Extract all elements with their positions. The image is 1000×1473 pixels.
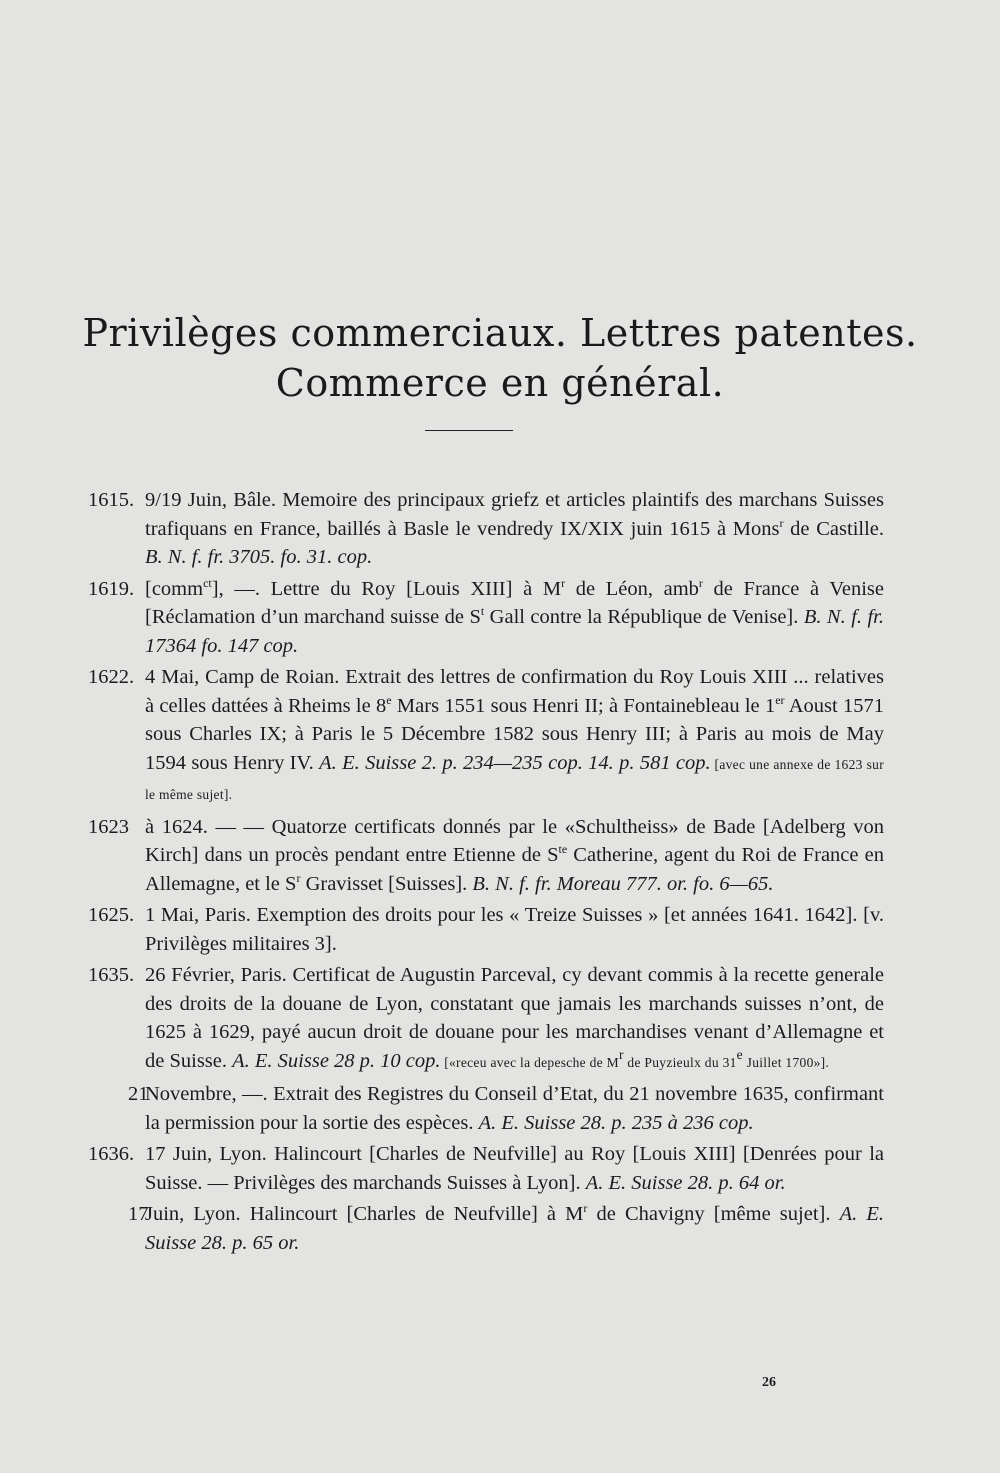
- superscript: r: [698, 575, 703, 590]
- entry-year: 1623: [88, 815, 129, 838]
- entry-text: ], —. Lettre du Roy [Louis XIII] à M: [211, 577, 562, 600]
- page-number: 26: [762, 1375, 776, 1390]
- entry-1635-november: [88, 1080, 884, 1137]
- entry-day: 17: [128, 1203, 149, 1225]
- entry-source: A. E. Suisse 28. p. 65 or.: [145, 1203, 884, 1254]
- entry-year: 1636.: [88, 1143, 135, 1165]
- entry-note: [«receu avec la depesche de M: [440, 1054, 619, 1070]
- title-divider: [425, 430, 513, 431]
- entry-text: de Castille.: [783, 517, 885, 540]
- entry-text: Novembre, —. Extrait des Registres du Conseil d’Etat, du 21 novembre 1635, confirmant la permission pour la sortie des espèces.: [145, 1083, 884, 1134]
- entry-note: Juillet 1700»].: [742, 1054, 830, 1070]
- entry-year: 1625.: [88, 904, 135, 926]
- superscript: e: [386, 692, 392, 707]
- entry-year: 1622.: [88, 666, 135, 688]
- page-title-line1: Privilèges commerciaux. Lettres patentes.: [82, 311, 918, 355]
- entry-1625: [88, 901, 884, 958]
- entry-1622: [88, 663, 884, 810]
- entry-text: de France à Venise [Réclamation d’un marchand suisse de S: [145, 577, 884, 628]
- entry-text: Aoust 1571 sous Charles IX; à Paris le 5 Décembre 1582 sous Henry III; à Paris au mois de May 1594 sous Henry IV.: [145, 694, 884, 774]
- entry-1635: [88, 961, 884, 1077]
- entry-1623: [88, 813, 884, 899]
- entry-day: 21: [128, 1083, 149, 1105]
- entry-year: 1615.: [88, 489, 135, 511]
- entry-source: B. N. f. fr. Moreau 777. or. fo. 6—65.: [472, 872, 774, 895]
- entry-text: 9/19 Juin, Bâle. Memoire des principaux griefz et articles plaintifs des marchans Suisses trafiquans en France, baillés à Basle le vendredy IX/XIX juin 1615 à Mons: [145, 489, 884, 540]
- superscript: er: [775, 692, 785, 707]
- entry-year: 1635.: [88, 964, 135, 986]
- entry-1615: [88, 486, 884, 572]
- entry-text: 1 Mai, Paris. Exemption des droits pour les « Treize Suisses » [et années 1641. 1642]. [v. Privilèges militaires 3].: [145, 904, 884, 955]
- entry-text: Gall contre la République de Venise].: [484, 606, 804, 628]
- entry-text: de Léon, amb: [565, 577, 699, 600]
- entry-source: A. E. Suisse 28. p. 64 or.: [585, 1171, 786, 1194]
- entry-text: [comm: [145, 577, 204, 600]
- entry-1619: [88, 575, 884, 661]
- entry-source: A. E. Suisse 2. p. 234—235 cop. 14. p. 581 cop.: [319, 751, 711, 774]
- superscript: r: [583, 1201, 588, 1216]
- entry-text: 4 Mai, Camp de Roian. Extrait des lettres de confirmation du Roy Louis XIII ... relatives à celles dattées à Rheims le 8: [145, 666, 884, 717]
- entry-text: Mars 1551 sous Henri II; à Fontainebleau le 1: [391, 694, 776, 717]
- superscript: t: [480, 604, 485, 619]
- entry-note: [avec une annexe de 1623 sur le même sujet].: [145, 756, 884, 802]
- entry-note: de Puyzieulx du 31: [623, 1054, 737, 1070]
- superscript: r: [296, 870, 301, 885]
- page-title-line2: Commerce en général.: [275, 361, 725, 405]
- superscript: r: [618, 1046, 624, 1062]
- entry-year: 1619.: [88, 577, 135, 600]
- entry-text: Juin, Lyon. Halincourt [Charles de Neufville] à M: [145, 1203, 584, 1225]
- entry-source: A. E. Suisse 28. p. 235 à 236 cop.: [478, 1111, 754, 1134]
- entry-text: Gravisset [Suisses].: [300, 872, 473, 895]
- entry-text: Catherine, agent du Roi de France en Allemagne, et le S: [145, 844, 884, 895]
- entry-source: B. N. f. fr. 3705. fo. 31. cop.: [145, 546, 373, 568]
- entry-source: A. E. Suisse 28 p. 10 cop.: [232, 1049, 441, 1072]
- entry-text: à 1624. — — Quatorze certificats donnés par le «Schultheiss» de Bade [Adelberg von Kirch] dans un procès pendant entre Etienne de S: [145, 815, 884, 866]
- superscript: te: [558, 842, 568, 857]
- bleed-through-text: [340, 118, 345, 140]
- superscript: e: [736, 1046, 743, 1062]
- entry-source: B. N. f. fr. 17364 fo. 147 cop.: [145, 606, 884, 657]
- superscript: r: [561, 575, 566, 590]
- entry-1636: [88, 1140, 884, 1197]
- superscript: ct: [203, 575, 212, 590]
- entry-text: de Chavigny [même sujet].: [587, 1203, 840, 1225]
- entry-text: 17 Juin, Lyon. Halincourt [Charles de Neufville] au Roy [Louis XIII] [Denrées pour la Suisse. — Privilèges des marchands Suisses à Lyon].: [145, 1143, 884, 1194]
- entry-1636-june: [88, 1200, 884, 1257]
- entry-text: 26 Février, Paris. Certificat de Augustin Parceval, cy devant commis à la recette generale des droits de la douane de Lyon, constatant que jamais les marchands suisses n’ont, de 1625 à 1629, payé aucun droit de douane pour les marchandises venant d’Allemagne et de Suisse.: [145, 964, 884, 1072]
- entry-list: [88, 486, 884, 1260]
- superscript: r: [779, 515, 784, 530]
